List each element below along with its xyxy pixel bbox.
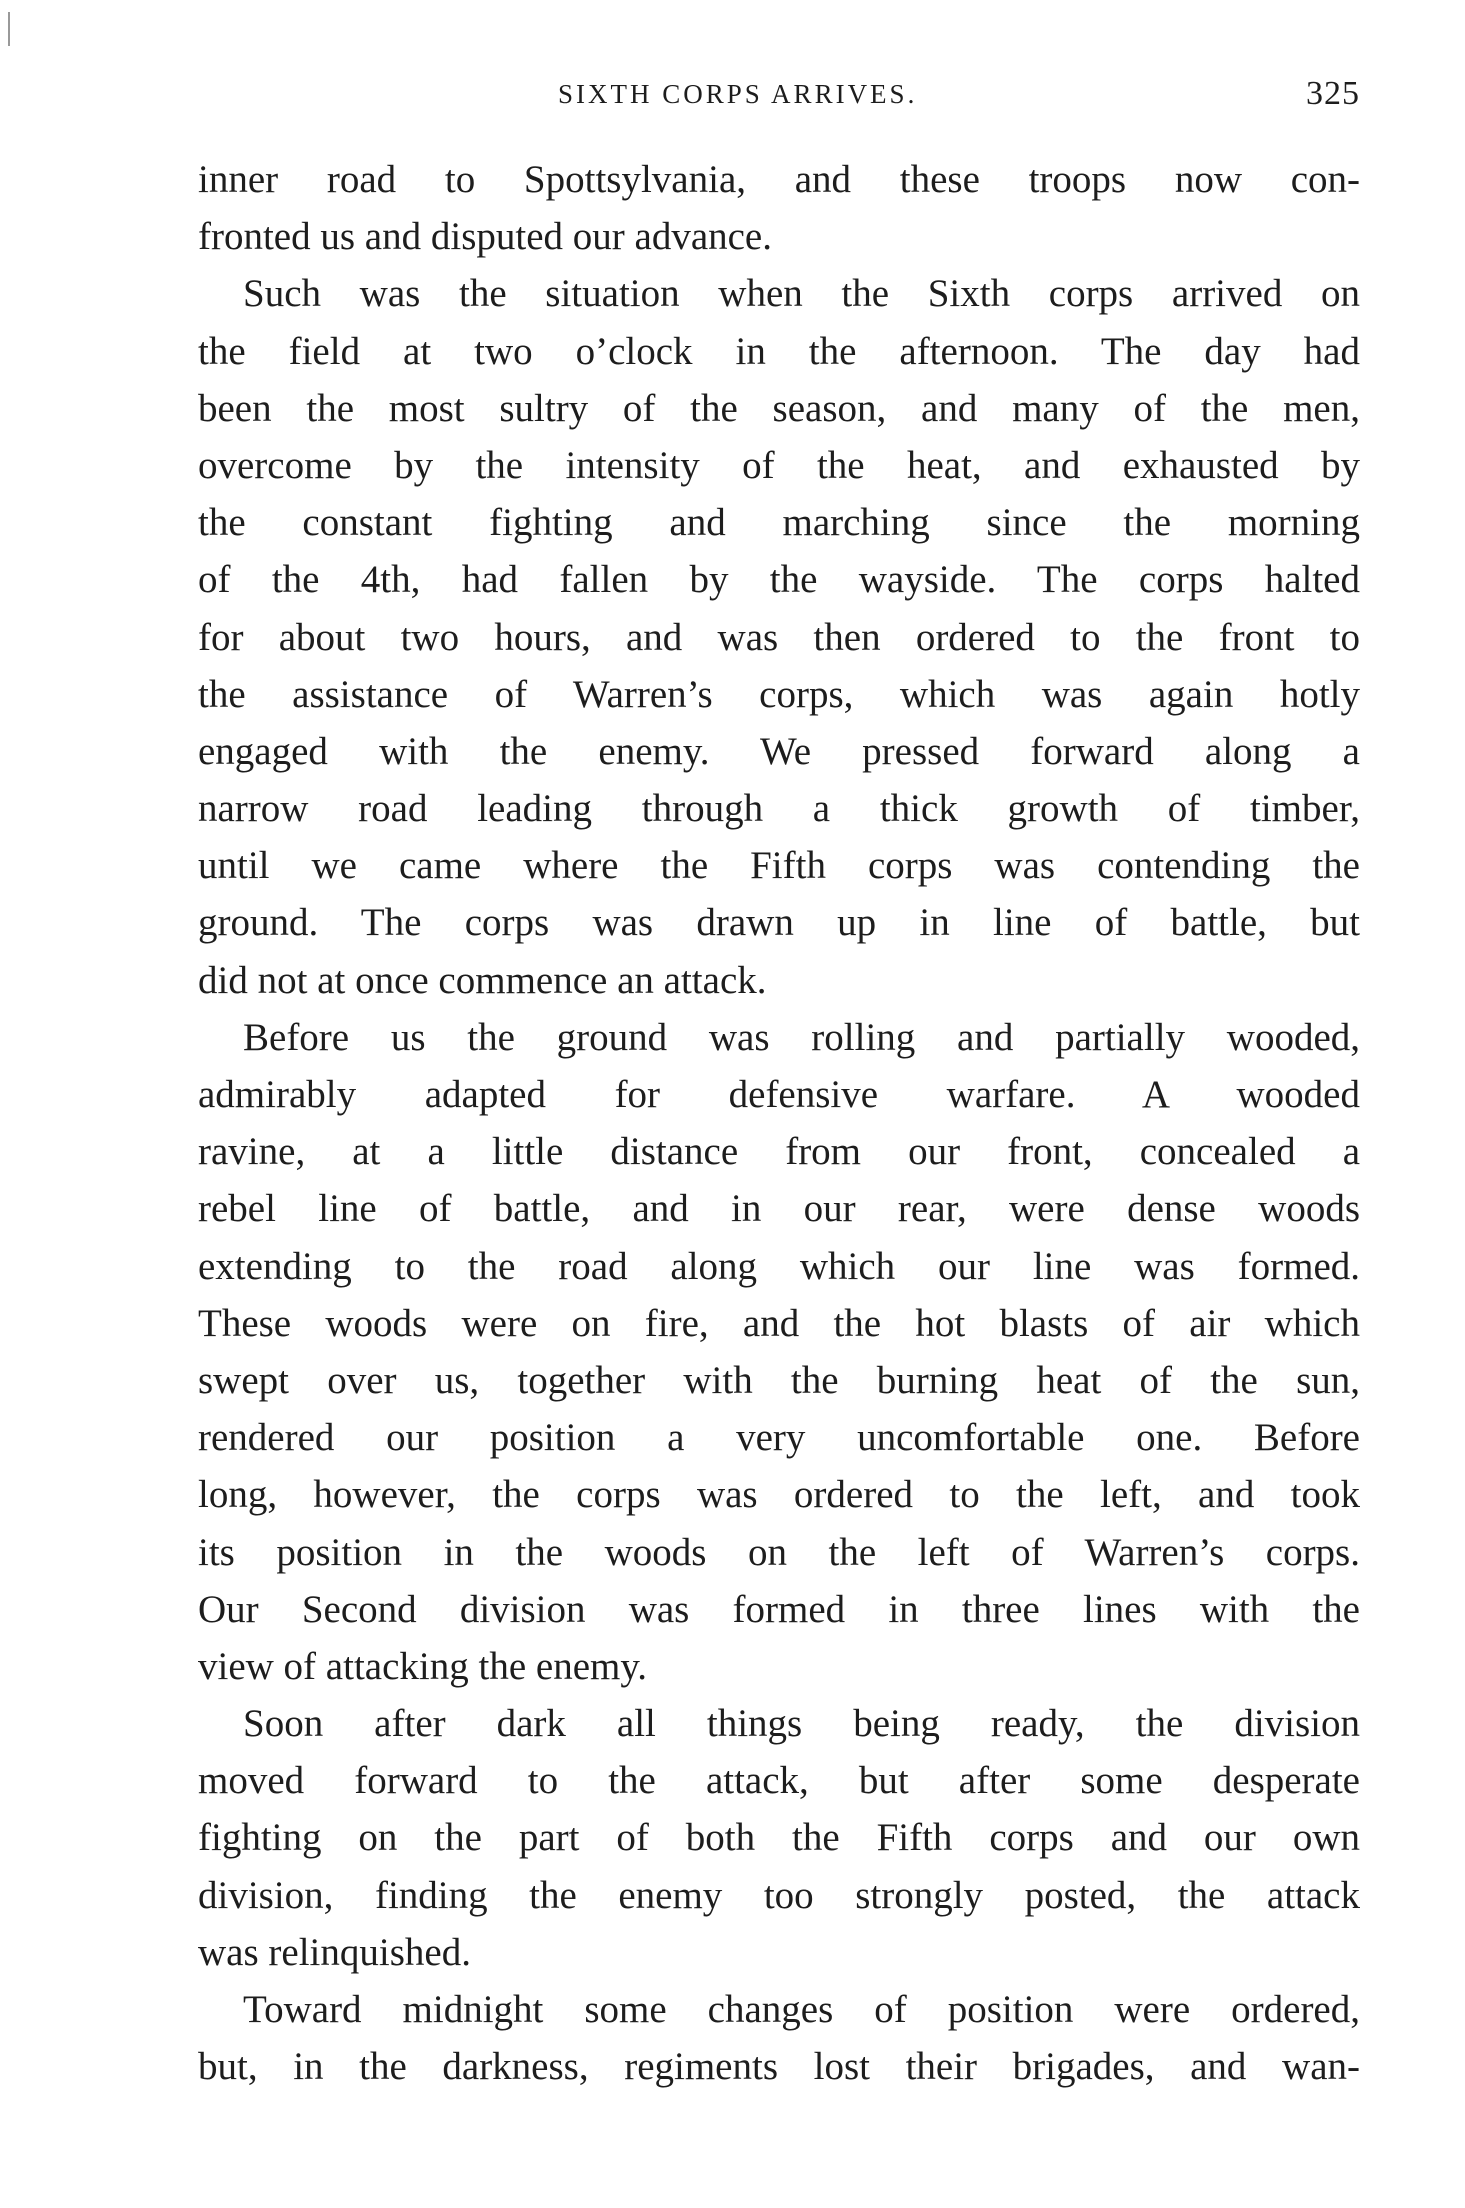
text-line: rendered our position a very uncomfortable one. Before xyxy=(198,1416,1360,1460)
text-line: rebel line of battle, and in our rear, were dense woods xyxy=(198,1187,1360,1231)
page-header xyxy=(198,72,1360,116)
text-line: Such was the situation when the Sixth corps arrived on xyxy=(243,272,1360,316)
text-line: Toward midnight some changes of position were ordered, xyxy=(243,1988,1360,2031)
text-line: the field at two o’clock in the afternoon. The day had xyxy=(198,329,1360,373)
text-line: until we came where the Fifth corps was contending the xyxy=(198,844,1360,888)
text-line: been the most sultry of the season, and many of the men, xyxy=(198,386,1360,430)
margin-mark xyxy=(8,12,10,46)
text-line: did not at once commence an attack. xyxy=(198,958,767,1002)
text-line: long, however, the corps was ordered to the left, and took xyxy=(198,1473,1360,1517)
text-line: extending to the road along which our line was formed. xyxy=(198,1244,1360,1288)
text-line: admirably adapted for defensive warfare. A wooded xyxy=(198,1073,1360,1116)
text-line: moved forward to the attack, but after some desperate xyxy=(198,1759,1360,1803)
page-number: 325 xyxy=(1306,75,1360,112)
text-line: fronted us and disputed our advance. xyxy=(198,215,772,259)
text-line: its position in the woods on the left of Warren’s corps. xyxy=(198,1530,1360,1574)
text-line: engaged with the enemy. We pressed forward along a xyxy=(198,729,1360,773)
text-line: narrow road leading through a thick growth of timber, xyxy=(198,787,1360,831)
text-line: swept over us, together with the burning heat of the sun, xyxy=(198,1358,1360,1402)
text-line: inner road to Spottsylvania, and these troops now con- xyxy=(198,158,1360,201)
text-line: overcome by the intensity of the heat, and exhausted by xyxy=(198,443,1360,487)
text-line: for about two hours, and was then ordered to the front to xyxy=(198,615,1360,659)
text-line: fighting on the part of both the Fifth corps and our own xyxy=(198,1816,1360,1860)
text-line: Our Second division was formed in three lines with the xyxy=(198,1587,1360,1631)
text-line: but, in the darkness, regiments lost their brigades, and wan- xyxy=(198,2045,1360,2089)
text-line: the constant fighting and marching since the morning xyxy=(198,501,1360,545)
text-line: ground. The corps was drawn up in line of battle, but xyxy=(198,901,1360,945)
text-line: the assistance of Warren’s corps, which was again hotly xyxy=(198,672,1360,716)
text-line: Before us the ground was rolling and partially wooded, xyxy=(243,1015,1360,1059)
text-line: Soon after dark all things being ready, the division xyxy=(243,1702,1360,1746)
text-line: ravine, at a little distance from our front, concealed a xyxy=(198,1130,1360,1174)
body-text xyxy=(198,151,1360,2095)
text-line: view of attacking the enemy. xyxy=(198,1644,648,1688)
text-line: was relinquished. xyxy=(198,1930,471,1974)
text-line: division, finding the enemy too strongly posted, the attack xyxy=(198,1873,1360,1917)
running-head: SIXTH CORPS ARRIVES. xyxy=(558,79,918,109)
text-line: These woods were on fire, and the hot blasts of air which xyxy=(198,1301,1360,1345)
text-line: of the 4th, had fallen by the wayside. The corps halted xyxy=(198,558,1360,602)
